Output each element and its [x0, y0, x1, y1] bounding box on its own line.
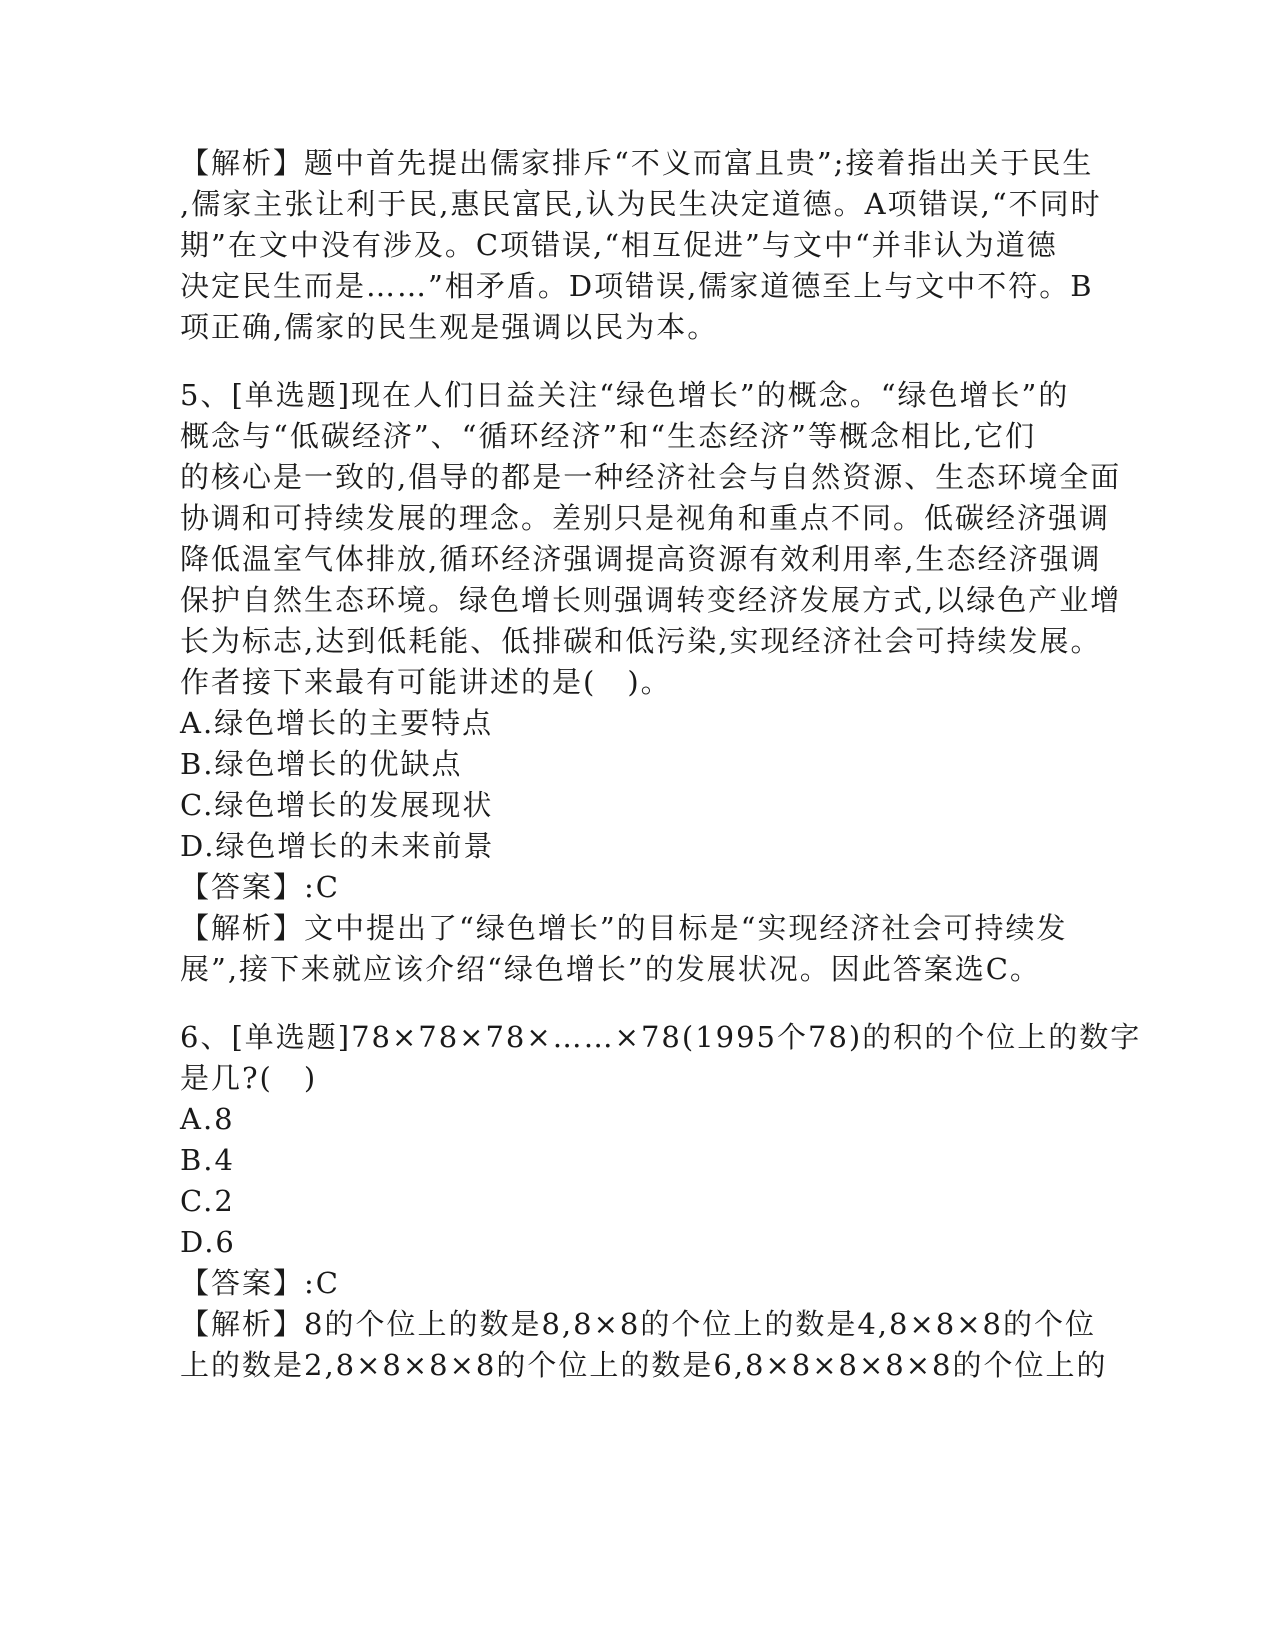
question-5: [180, 375, 1122, 990]
question-text-line: 6、[单选题]78×78×78×……×78(1995个78)的积的个位上的数字: [180, 1020, 1142, 1054]
question-text-line: 作者接下来最有可能讲述的是( )。: [180, 665, 672, 699]
analysis-line: 上的数是2,8×8×8×8的个位上的数是6,8×8×8×8×8的个位上的: [180, 1348, 1108, 1382]
option-b: B.绿色增长的优缺点: [180, 747, 463, 781]
analysis-line: ,儒家主张让利于民,惠民富民,认为民生决定道德。A项错误,“不同时: [180, 187, 1102, 221]
answer: 【答案】:C: [180, 870, 340, 904]
answer: 【答案】:C: [180, 1266, 340, 1300]
analysis-line: 【解析】8的个位上的数是8,8×8的个位上的数是4,8×8×8的个位: [180, 1307, 1096, 1341]
question-text-line: 协调和可持续发展的理念。差别只是视角和重点不同。低碳经济强调: [180, 501, 1111, 535]
question-text-line: 长为标志,达到低耗能、低排碳和低污染,实现经济社会可持续发展。: [180, 624, 1102, 658]
analysis-line: 展”,接下来就应该介绍“绿色增长”的发展状况。因此答案选C。: [180, 952, 1041, 986]
analysis-line: 【解析】文中提出了“绿色增长”的目标是“实现经济社会可持续发: [180, 911, 1068, 945]
question-text-line: 5、[单选题]现在人们日益关注“绿色增长”的概念。“绿色增长”的: [180, 378, 1070, 412]
paragraph-gap: [180, 348, 1080, 375]
option-b: B.4: [180, 1143, 235, 1177]
question-text-line: 是几?( ): [180, 1061, 318, 1095]
question-6: [180, 1017, 1142, 1386]
paragraph-gap: [180, 990, 1080, 1017]
option-d: D.6: [180, 1225, 236, 1259]
option-d: D.绿色增长的未来前景: [180, 829, 495, 863]
option-a: A.8: [180, 1102, 235, 1136]
question-text-line: 降低温室气体排放,循环经济强调提高资源有效利用率,生态经济强调: [180, 542, 1102, 576]
analysis-line: 决定民生而是……”相矛盾。D项错误,儒家道德至上与文中不符。B: [180, 269, 1094, 303]
analysis-line: 期”在文中没有涉及。C项错误,“相互促进”与文中“并非认为道德: [180, 228, 1058, 262]
question-text-line: 保护自然生态环境。绿色增长则强调转变经济发展方式,以绿色产业增: [180, 583, 1122, 617]
analysis-line: 项正确,儒家的民生观是强调以民为本。: [180, 310, 719, 344]
document-page: [180, 143, 1142, 1386]
option-c: C.2: [180, 1184, 235, 1218]
analysis-line: 【解析】题中首先提出儒家排斥“不义而富且贵”;接着指出关于民生: [180, 146, 1094, 180]
question-text-line: 的核心是一致的,倡导的都是一种经济社会与自然资源、生态环境全面: [180, 460, 1122, 494]
option-c: C.绿色增长的发展现状: [180, 788, 494, 822]
option-a: A.绿色增长的主要特点: [180, 706, 494, 740]
question-text-line: 概念与“低碳经济”、“循环经济”和“生态经济”等概念相比,它们: [180, 419, 1037, 453]
intro-analysis: [180, 143, 1102, 348]
